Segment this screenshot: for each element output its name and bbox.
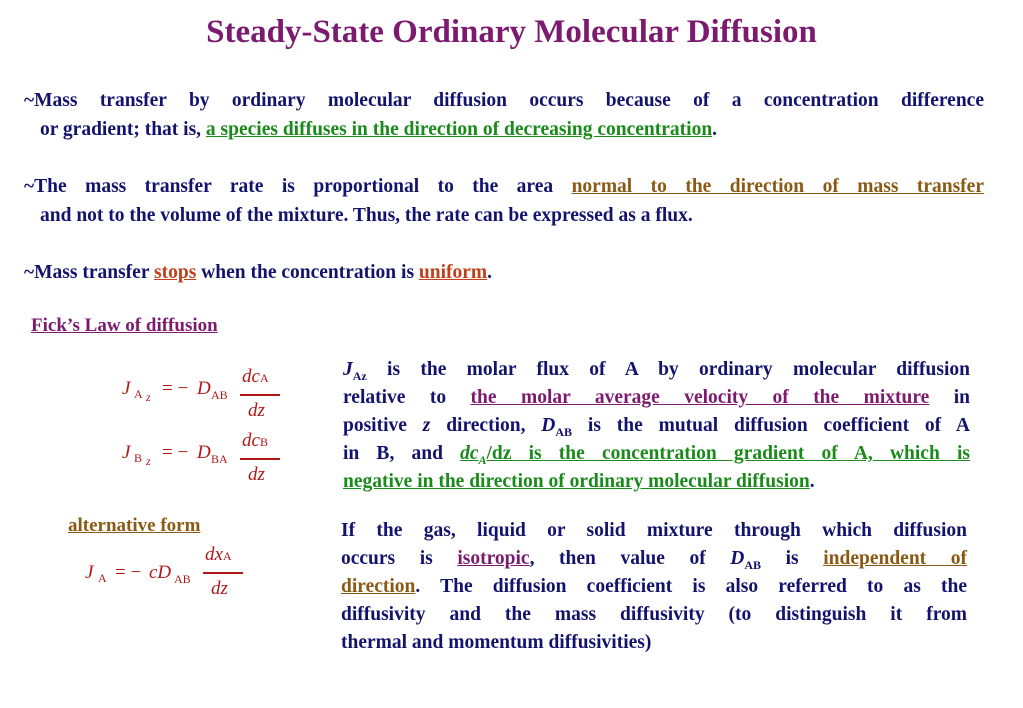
desc2-text-3: . The diffusion coefficient is also referred to as the bbox=[415, 576, 967, 597]
page-title: Steady-State Ordinary Molecular Diffusion bbox=[206, 14, 817, 50]
desc1-text-3: positive bbox=[343, 415, 423, 436]
desc1-D-sub: AB bbox=[555, 424, 573, 439]
eq3-D-sub: AB bbox=[174, 572, 191, 586]
desc1-line-5 bbox=[343, 467, 815, 496]
bullet-3 bbox=[24, 258, 492, 287]
desc2-line-3 bbox=[341, 572, 967, 601]
isotropic-link: isotropic bbox=[457, 548, 530, 569]
desc1-text-4: in B, and bbox=[343, 443, 461, 464]
eq1-J: J bbox=[122, 378, 131, 399]
bullet-3-period: . bbox=[487, 262, 493, 283]
desc1-text-1: is the molar flux of A by ordinary molecular diffusion bbox=[366, 359, 970, 380]
desc2-text-2b: , then value of bbox=[529, 548, 731, 569]
eq3-sub-A: A bbox=[98, 571, 107, 585]
decreasing-concentration-link: a species diffuses in the direction of decreasing concentration bbox=[205, 119, 713, 140]
eq3-equals-minus: = − bbox=[115, 562, 142, 583]
direction-link: direction bbox=[341, 576, 416, 597]
desc2-D: D bbox=[730, 548, 745, 569]
desc2-D-sub: AB bbox=[744, 557, 762, 572]
concentration-gradient-link: $dc_A/dz$ is the concentration gradient of A, which is bbox=[460, 443, 970, 467]
molar-average-velocity-link: the molar average velocity of the mixture bbox=[470, 387, 930, 408]
fick-equation-a bbox=[122, 366, 292, 428]
desc1-text-3b: direction, bbox=[430, 415, 542, 436]
eq1-sub-A: A bbox=[134, 387, 143, 401]
stops-link: stops bbox=[154, 262, 197, 283]
eq2-D: D bbox=[197, 442, 211, 463]
eq3-numerator: dxA bbox=[205, 544, 232, 565]
desc2-line-1: If the gas, liquid or solid mixture through which diffusion bbox=[341, 520, 967, 541]
bullet-1-text: or gradient; that is, bbox=[40, 119, 206, 140]
bullet-2-line-2: and not to the volume of the mixture. Thus, the rate can be expressed as a flux. bbox=[40, 205, 693, 226]
eq2-equals-minus: = − bbox=[162, 442, 189, 463]
desc1-J: J bbox=[343, 359, 353, 380]
desc1-z: z bbox=[422, 415, 431, 436]
desc1-J-sub: Az bbox=[352, 368, 367, 383]
desc1-text-2: relative to bbox=[343, 387, 471, 408]
desc1-text-3c: is the mutual diffusion coefficient of A bbox=[572, 415, 970, 436]
eq1-D-sub: AB bbox=[211, 388, 228, 402]
eq1-fraction-bar bbox=[240, 394, 280, 396]
ficks-law-heading: Fick’s Law of diffusion bbox=[31, 315, 218, 336]
eq3-cD: cD bbox=[149, 562, 172, 583]
eq2-sub-B: B bbox=[134, 451, 143, 465]
eq3-J: J bbox=[85, 562, 94, 583]
eq1-denominator: dz bbox=[248, 400, 265, 421]
eq1-D: D bbox=[197, 378, 211, 399]
bullet-1-period: . bbox=[712, 119, 718, 140]
eq3-fraction-bar bbox=[203, 572, 243, 574]
desc2-text-2c: is bbox=[761, 548, 824, 569]
bullet-2-line-1 bbox=[24, 172, 984, 201]
alternative-equation bbox=[85, 544, 255, 612]
normal-direction-link: normal to the direction of mass transfer bbox=[571, 176, 984, 197]
desc1-period: . bbox=[809, 471, 815, 492]
desc2-text-2: occurs is bbox=[341, 548, 458, 569]
negative-direction-link: negative in the direction of ordinary molecular diffusion bbox=[343, 471, 810, 492]
independent-of-link: independent of bbox=[823, 548, 968, 569]
eq1-equals-minus: = − bbox=[162, 378, 189, 399]
bullet-1-line-2 bbox=[40, 115, 717, 144]
fick-equation-b bbox=[122, 430, 292, 492]
eq2-D-sub: BA bbox=[211, 452, 228, 466]
eq1-sub-z: z bbox=[146, 390, 151, 404]
bullet-3-mid: when the concentration is bbox=[196, 262, 419, 283]
desc2-line-5: thermal and momentum diffusivities) bbox=[341, 632, 652, 653]
desc2-line-4: diffusivity and the mass diffusivity (to distinguish it from bbox=[341, 604, 967, 625]
desc1-D: D bbox=[541, 415, 556, 436]
bullet-2-text: ~The mass transfer rate is proportional to the area bbox=[24, 176, 572, 197]
eq2-denominator: dz bbox=[248, 464, 265, 485]
bullet-3-text: ~Mass transfer bbox=[24, 262, 155, 283]
eq3-denominator: dz bbox=[211, 578, 228, 599]
desc1-text-2b: in bbox=[929, 387, 970, 408]
eq2-sub-z: z bbox=[146, 454, 151, 468]
bullet-1-line-1: ~Mass transfer by ordinary molecular diffusion occurs because of a concentration difference bbox=[24, 90, 984, 111]
uniform-link: uniform bbox=[418, 262, 488, 283]
eq2-J: J bbox=[122, 442, 131, 463]
alternative-form-heading: alternative form bbox=[68, 515, 201, 536]
desc1-line-2 bbox=[343, 383, 970, 412]
eq1-numerator: dcA bbox=[242, 366, 269, 387]
eq2-numerator: dcB bbox=[242, 430, 268, 451]
eq2-fraction-bar bbox=[240, 458, 280, 460]
